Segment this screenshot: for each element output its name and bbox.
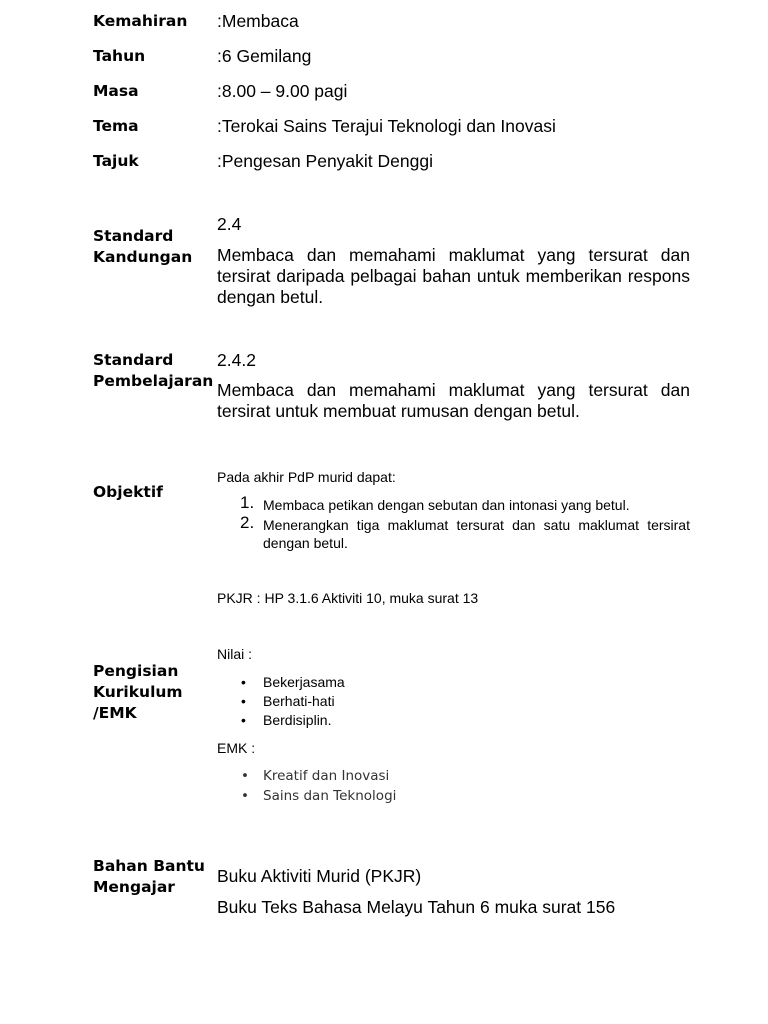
objektif-intro: Pada akhir PdP murid dapat: <box>217 469 396 485</box>
value-tema: :Terokai Sains Terajui Teknologi dan Inovasi <box>217 116 556 136</box>
list-item <box>217 786 396 806</box>
list-item <box>217 692 345 711</box>
emk-title: EMK : <box>217 740 256 756</box>
standard-pembelajaran-code: 2.4.2 <box>217 350 256 370</box>
label-masa: Masa <box>93 82 139 100</box>
nilai-title: Nilai : <box>217 646 253 662</box>
label-standard-kandungan <box>93 226 192 268</box>
bullet-icon: • <box>241 712 246 728</box>
label-line: /EMK <box>93 704 137 722</box>
nilai-list <box>217 673 345 730</box>
pkjr-reference: PKJR : HP 3.1.6 Aktiviti 10, muka surat 13 <box>217 590 479 606</box>
bahan-item: Buku Teks Bahasa Melayu Tahun 6 muka surat 156 <box>217 897 616 917</box>
label-line: Standard <box>93 227 174 245</box>
label-tema: Tema <box>93 117 139 135</box>
bullet-icon: • <box>241 674 246 690</box>
value-kemahiran: :Membaca <box>217 11 299 31</box>
value-tahun: :6 Gemilang <box>217 46 312 66</box>
value-tajuk: :Pengesan Penyakit Denggi <box>217 151 433 171</box>
label-pengisian-kurikulum <box>93 661 183 724</box>
bahan-item: Buku Aktiviti Murid (PKJR) <box>217 866 422 886</box>
list-text: Berhati-hati <box>263 693 335 709</box>
value-masa: :8.00 – 9.00 pagi <box>217 81 348 101</box>
label-objektif: Objektif <box>93 483 163 501</box>
bullet-icon: • <box>241 768 249 784</box>
emk-list <box>217 766 396 806</box>
standard-pembelajaran-text: Membaca dan memahami maklumat yang tersurat dan tersirat untuk membuat rumusan dengan betul. <box>217 380 690 421</box>
label-line: Mengajar <box>93 878 175 896</box>
objektif-list <box>217 493 690 554</box>
list-number: 2. <box>240 513 255 532</box>
label-tahun: Tahun <box>93 47 146 65</box>
label-line: Pengisian <box>93 662 179 680</box>
standard-kandungan-text: Membaca dan memahami maklumat yang tersurat dan tersirat daripada pelbagai bahan untuk memberikan respons dengan betul. <box>217 245 690 307</box>
list-text: Bekerjasama <box>263 674 345 690</box>
list-item <box>217 711 345 730</box>
label-line: Kandungan <box>93 248 193 266</box>
label-line: Standard <box>93 351 174 369</box>
label-line: Pembelajaran <box>93 372 214 390</box>
label-line: Bahan Bantu <box>93 857 205 875</box>
standard-kandungan-code: 2.4 <box>217 214 242 234</box>
label-bahan-bantu-mengajar <box>93 856 205 898</box>
list-text: Menerangkan tiga maklumat tersurat dan satu maklumat tersirat dengan betul. <box>263 517 690 551</box>
list-text: Berdisiplin. <box>263 712 332 728</box>
list-text: Sains dan Teknologi <box>263 788 397 804</box>
list-item <box>217 766 396 786</box>
label-line: Kurikulum <box>93 683 183 701</box>
label-standard-pembelajaran <box>93 350 213 392</box>
list-item <box>217 673 345 692</box>
list-item <box>217 513 690 552</box>
label-kemahiran: Kemahiran <box>93 12 188 30</box>
bullet-icon: • <box>241 693 246 709</box>
list-item <box>217 493 690 514</box>
list-text: Membaca petikan dengan sebutan dan intonasi yang betul. <box>263 497 630 513</box>
list-text: Kreatif dan Inovasi <box>263 768 390 784</box>
list-number: 1. <box>240 493 255 512</box>
label-tajuk: Tajuk <box>93 152 139 170</box>
bullet-icon: • <box>241 788 249 804</box>
